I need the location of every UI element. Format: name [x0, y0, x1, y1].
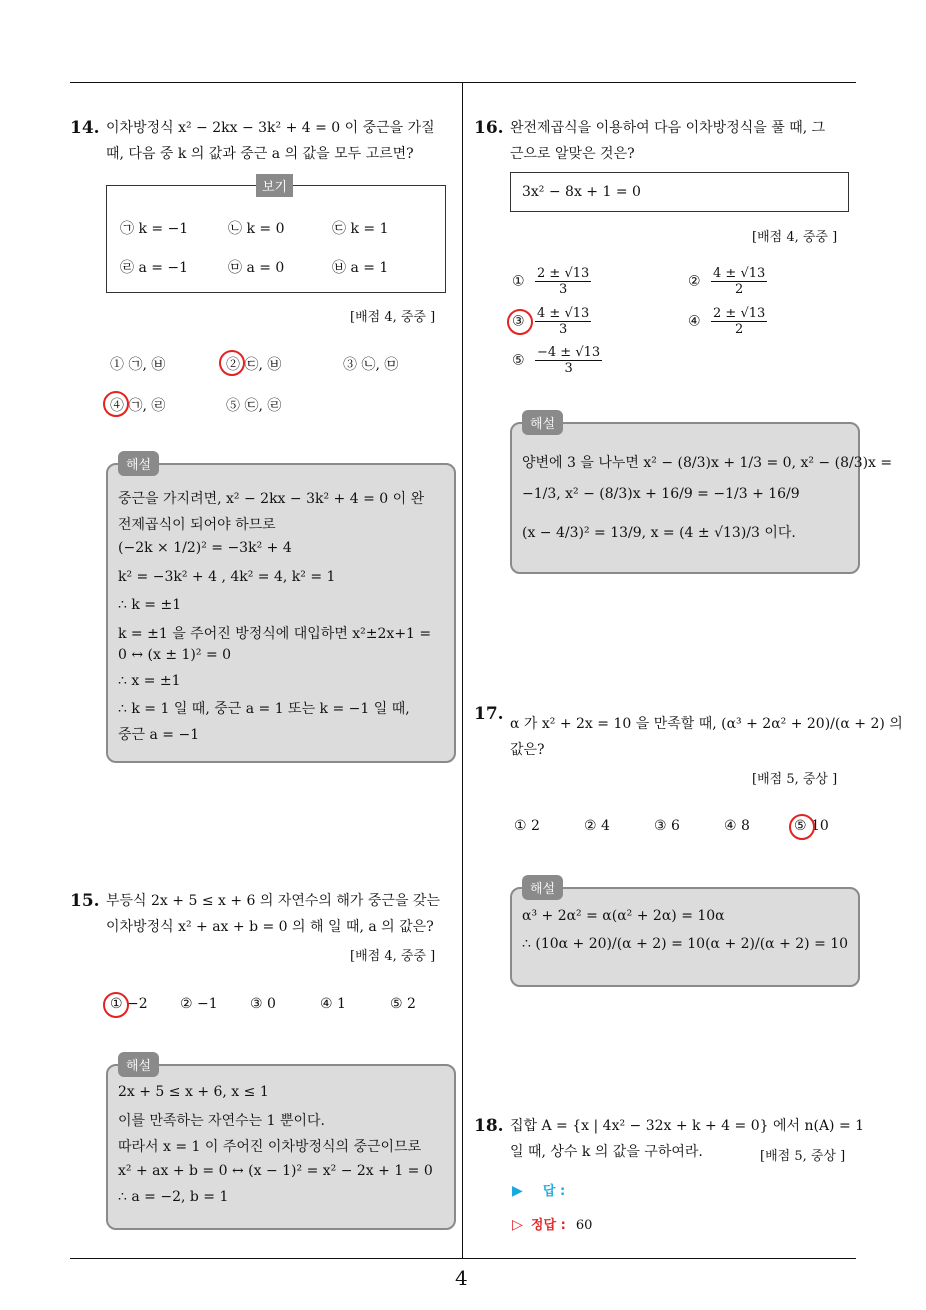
q14-exp-10: 중근 a = −1 [118, 727, 200, 743]
q15-exp-1: 2x + 5 ≤ x + 6, x ≤ 1 [118, 1084, 269, 1100]
q17-explanation-tag: 해설 [522, 875, 563, 900]
q16-choice-3[interactable]: ③ $\frac{4 \pm √13}{3}$ [512, 306, 590, 337]
q16-choice-4[interactable]: ④ $\frac{2 \pm √13}{2}$ [688, 306, 766, 337]
q17-choice-4[interactable]: ④ 8 [724, 818, 750, 834]
q14-exp-5: ∴ k = ±1 [118, 597, 182, 613]
q14-item-3: ㉢ k = 1 [332, 221, 389, 237]
q16-exp-3: (x − 4/3)² = 13/9, x = (4 ± √13)/3 이다. [522, 525, 796, 541]
q16-exp-1: 양변에 3 을 나누면 x² − (8/3)x + 1/3 = 0, x² − (8/3)x = [522, 455, 893, 471]
q14-exp-8: ∴ x = ±1 [118, 673, 181, 689]
bottom-rule [70, 1258, 856, 1259]
q14-explanation-box [106, 463, 456, 763]
q17-line2: 값은? [510, 742, 545, 758]
q14-mark-circle-2 [103, 391, 129, 417]
q15-line2: 이차방정식 x² + ax + b = 0 의 해 일 때, a 의 값은? [106, 919, 434, 935]
q15-explanation-tag: 해설 [118, 1052, 159, 1077]
top-rule [70, 82, 856, 83]
q17-choice-1[interactable]: ① 2 [514, 818, 540, 834]
q14-exp-6: k = ±1 을 주어진 방정식에 대입하면 x²±2x+1 = [118, 626, 432, 642]
q18-correct-row [512, 1214, 592, 1233]
q14-item-5: ㉤ a = 0 [228, 260, 285, 276]
q18-line1: 집합 A = {x | 4x² − 32x + k + 4 = 0} 에서 n(A) = 1 [510, 1118, 865, 1134]
q15-exp-4: x² + ax + b = 0 ↔ (x − 1)² = x² − 2x + 1 = 0 [118, 1163, 433, 1179]
q18-line2: 일 때, 상수 k 의 값을 구하여라. [510, 1144, 703, 1160]
q15-exp-5: ∴ a = −2, b = 1 [118, 1189, 229, 1205]
q14-item-1: ㉠ k = −1 [120, 221, 189, 237]
q14-box-title: 보기 [256, 174, 293, 197]
q17-exp-2: ∴ (10α + 20)/(α + 2) = 10(α + 2)/(α + 2) = 10 [522, 936, 849, 952]
q16-exp-2: −1/3, x² − (8/3)x + 16/9 = −1/3 + 16/9 [522, 486, 800, 502]
q14-choice-4[interactable]: ④ ㉠, ㉣ [110, 398, 166, 414]
q14-mark-circle [219, 350, 245, 376]
q14-exp-7: 0 ↔ (x ± 1)² = 0 [118, 647, 232, 663]
q16-line2: 근으로 알맞은 것은? [510, 146, 635, 162]
q14-choice-1[interactable]: ① ㉠, ㉥ [110, 357, 166, 373]
q15-choice-2[interactable]: ② −1 [180, 996, 218, 1012]
q14-exp-1: 중근을 가지려면, x² − 2kx − 3k² + 4 = 0 이 완 [118, 491, 425, 507]
q18-correct-label: 정답 : [530, 1218, 566, 1233]
q14-choice-5[interactable]: ⑤ ㉢, ㉣ [226, 398, 282, 414]
q14-item-2: ㉡ k = 0 [228, 221, 285, 237]
q18-answer-row [512, 1180, 565, 1199]
q15-mark-circle [103, 992, 129, 1018]
q15-score: [배점 4, 중중 ] [350, 949, 436, 964]
q14-number: 14. [70, 118, 100, 138]
column-divider [462, 82, 463, 1258]
hollow-arrow-icon: ▷ [512, 1217, 523, 1233]
q16-number: 16. [474, 118, 504, 138]
q14-exp-9: ∴ k = 1 일 때, 중근 a = 1 또는 k = −1 일 때, [118, 701, 410, 717]
q16-equation: 3x² − 8x + 1 = 0 [522, 184, 641, 200]
q17-line1: α 가 x² + 2x = 10 을 만족할 때, (α³ + 2α² + 20)/(α + 2) 의 [510, 716, 903, 732]
page-number: 4 [455, 1266, 468, 1290]
q18-score: [배점 5, 중상 ] [760, 1149, 846, 1164]
q15-choice-1[interactable]: ① −2 [110, 996, 148, 1012]
q17-choice-2[interactable]: ② 4 [584, 818, 610, 834]
q17-mark-circle [789, 814, 815, 840]
q15-choice-4[interactable]: ④ 1 [320, 996, 346, 1012]
q14-exp-3: (−2k × 1/2)² = −3k² + 4 [118, 540, 292, 556]
q17-choice-5[interactable]: ⑤ 10 [794, 818, 829, 834]
q17-number: 17. [474, 704, 504, 724]
q17-score: [배점 5, 중상 ] [752, 772, 838, 787]
q14-choice-2[interactable]: ② ㉢, ㉥ [226, 357, 282, 373]
q14-item-6: ㉥ a = 1 [332, 260, 389, 276]
q16-choice-1[interactable]: ① $\frac{2 \pm √13}{3}$ [512, 266, 590, 297]
q16-choice-5[interactable]: ⑤ $\frac{-4 \pm √13}{3}$ [512, 345, 601, 376]
q18-correct-value: 60 [575, 1218, 593, 1233]
q15-choice-5[interactable]: ⑤ 2 [390, 996, 416, 1012]
q14-exp-4: k² = −3k² + 4 , 4k² = 4, k² = 1 [118, 569, 336, 585]
q17-exp-1: α³ + 2α² = α(α² + 2α) = 10α [522, 908, 725, 924]
q14-explanation-tag: 해설 [118, 451, 159, 476]
q14-choice-3[interactable]: ③ ㉡, ㉤ [343, 357, 399, 373]
q15-exp-3: 따라서 x = 1 이 주어진 이차방정식의 중근이므로 [118, 1139, 422, 1155]
q16-explanation-tag: 해설 [522, 410, 563, 435]
q15-choice-3[interactable]: ③ 0 [250, 996, 276, 1012]
q15-exp-2: 이를 만족하는 자연수는 1 뿐이다. [118, 1113, 325, 1129]
q14-line1: 이차방정식 x² − 2kx − 3k² + 4 = 0 이 중근을 가질 [106, 120, 435, 136]
q16-score: [배점 4, 중중 ] [752, 230, 838, 245]
q14-line2: 때, 다음 중 k 의 값과 중근 a 의 값을 모두 고르면? [106, 146, 414, 162]
q16-mark-circle [507, 309, 533, 335]
q16-choice-2[interactable]: ② $\frac{4 \pm √13}{2}$ [688, 266, 766, 297]
q14-score: [배점 4, 중중 ] [350, 310, 436, 325]
q14-item-4: ㉣ a = −1 [120, 260, 189, 276]
q16-line1: 완전제곱식을 이용하여 다음 이차방정식을 풀 때, 그 [510, 120, 826, 136]
play-arrow-icon: ▶ [512, 1183, 523, 1199]
q18-answer-label: 답 : [542, 1184, 566, 1199]
q15-number: 15. [70, 891, 100, 911]
q14-exp-2: 전제곱식이 되어야 하므로 [118, 517, 276, 533]
q15-line1: 부등식 2x + 5 ≤ x + 6 의 자연수의 해가 중근을 갖는 [106, 893, 440, 909]
q17-choice-3[interactable]: ③ 6 [654, 818, 680, 834]
q18-number: 18. [474, 1116, 504, 1136]
